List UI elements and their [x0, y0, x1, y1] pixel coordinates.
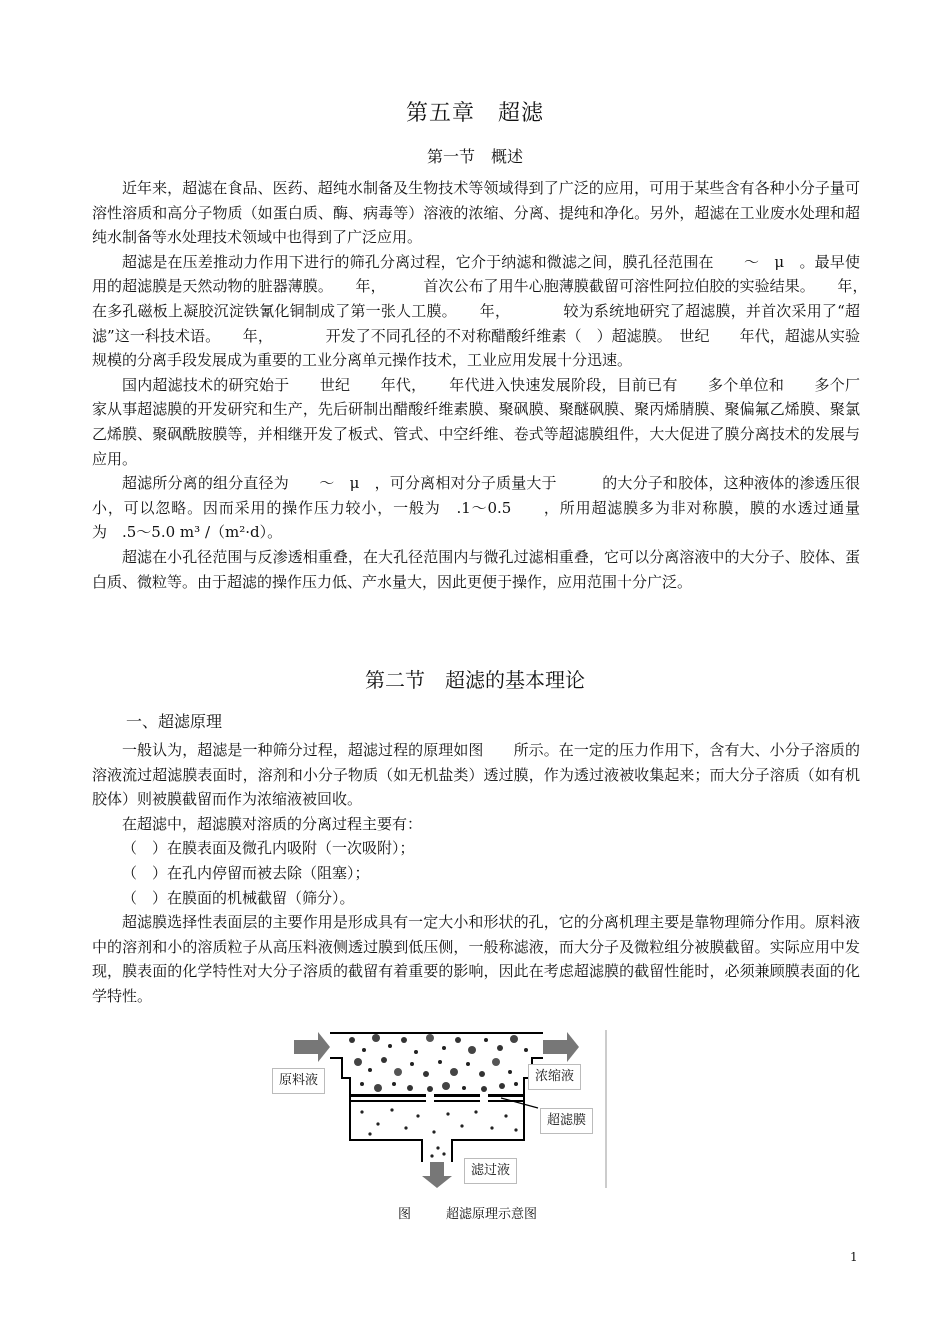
feed-label: 原料液: [272, 1068, 325, 1094]
filtrate-arrow-icon: [422, 1162, 452, 1188]
paragraph: 近年来，超滤在食品、医药、超纯水制备及生物技术等领域得到了广泛的应用，可用于某些含有各种小分子量可溶性溶质和高分子物质（如蛋白质、酶、病毒等）溶液的浓缩、分离、提纯和净化。另外，超滤在工业废水处理和超纯水制备等水处理技术领域中也得到了广泛应用。: [92, 179, 860, 247]
paragraph: 超滤所分离的组分直径为 ～ μ ，可分离相对分子质量大于 的大分子和胶体，这种液体的渗透压很小，可以忽略。因而采用的操作压力较小，一般为 .1～0.5 ，所用超滤膜多为非对称膜，膜的水透过通量为 .5～5.0 m³ /（m²·d）。: [92, 474, 860, 542]
concentrate-arrow-icon: [543, 1032, 579, 1062]
membrane-layer: [350, 1093, 524, 1103]
membrane-pointer: [501, 1098, 538, 1108]
figure-caption: [398, 1203, 537, 1222]
subsection-title: 一、超滤原理: [126, 712, 223, 731]
paragraph: 超滤膜选择性表面层的主要作用是形成具有一定大小和形状的孔，它的分离机理主要是靠物理筛分作用。原料液中的溶剂和小的溶质粒子从高压料液侧透过膜到低压侧，一般称滤液，而大分子及微粒组分被膜截留。实际应用中发现，膜表面的化学特性对大分子溶质的截留有着重要的影响，因此在考虑超滤膜的截留性能时，必须兼顾膜表面的化学特性。: [92, 913, 860, 1005]
vessel-outline: [330, 1033, 543, 1162]
concentrate-label: 浓缩液: [528, 1064, 581, 1090]
section1-title: 第一节 概述: [426, 147, 523, 166]
paragraph: 超滤是在压差推动力作用下进行的筛孔分离过程，它介于纳滤和微滤之间，膜孔径范围在 ～ μ 。最早使用的超滤膜是天然动物的脏器薄膜。 年， 首次公布了用牛心胞薄膜截留可溶性阿拉伯胶的实验结果。 年， 在多孔磁板上凝胶沉淀铁氰化铜制成了第一张人工膜。 年， 较为系统地研究了超滤膜，并首次采用了“超滤”这一科技术语。 年， 开发了不同孔径的不对称醋酸纤维素（ ）超滤膜。 世纪 年代，超滤从实验规模的分离手段发展成为重要的工业分离单元操作技术，工业应用发展十分迅速。: [92, 252, 906, 370]
paragraph: 国内超滤技术的研究始于 世纪 年代， 年代进入快速发展阶段，目前已有 多个单位和 多个厂家从事超滤膜的开发研究和生产，先后研制出醋酸纤维素膜、聚砜膜、聚醚砜膜、聚丙烯腈膜、聚偏氟乙烯膜、聚氯乙烯膜、聚砜酰胺膜等，并相继开发了板式、管式、中空纤维、卷式等超滤膜组件，大大促进了膜分离技术的发展与应用。: [92, 375, 860, 468]
paragraph: 一般认为，超滤是一种筛分过程，超滤过程的原理如图 所示。在一定的压力作用下，含有大、小分子溶质的溶液流过超滤膜表面时，溶剂和小分子物质（如无机盐类）透过膜，作为透过液被收集起来；而大分子溶质（如有机胶体）则被膜截留而作为浓缩液被回收。: [92, 741, 860, 809]
chapter-title: 第五章 超滤: [405, 101, 544, 126]
section2-title: 第二节 超滤的基本理论: [365, 668, 585, 692]
paragraph: 超滤在小孔径范围与反渗透相重叠，在大孔径范围内与微孔过滤相重叠，它可以分离溶液中的大分子、胶体、蛋白质、微粒等。由于超滤的操作压力低、产水量大，因此更便于操作，应用范围十分广泛。: [92, 547, 860, 591]
section2-body: [92, 738, 860, 1009]
caption-text: 超滤原理示意图: [446, 1207, 538, 1222]
caption-prefix: 图: [398, 1207, 412, 1222]
list-item: （ ）在膜表面及微孔内吸附（一次吸附）；: [122, 839, 415, 858]
filtrate-label: 滤过液: [464, 1158, 517, 1184]
paragraph: 在超滤中，超滤膜对溶质的分离过程主要有：: [122, 814, 423, 833]
feed-arrow-icon: [294, 1032, 330, 1062]
page-number: 1: [850, 1250, 858, 1264]
section1-body: [92, 176, 906, 594]
list-item: （ ）在孔内停留而被去除（阻塞）；: [122, 863, 370, 882]
membrane-label: 超滤膜: [540, 1108, 593, 1134]
ultrafiltration-diagram: [266, 1028, 610, 1192]
list-item: （ ）在膜面的机械截留（筛分）。: [122, 888, 355, 907]
